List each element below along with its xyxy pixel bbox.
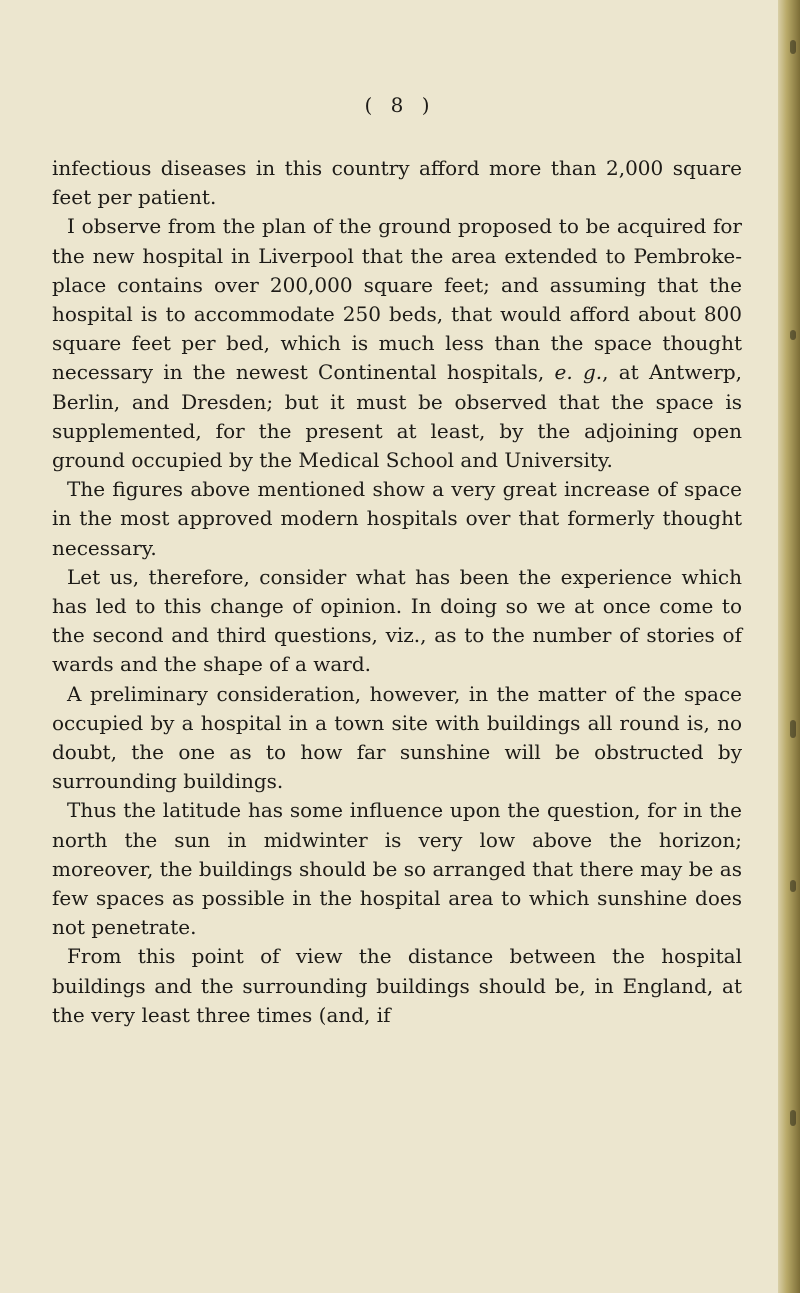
paragraph-text: A preliminary consideration, however, in the matter of the space occupied by a hospital in a town site with buildings all round is, no doubt, the one as to how far sunshine will be obstructed by surrounding buildings.: [52, 681, 742, 794]
abbreviation-eg: e. g.: [554, 360, 603, 385]
paragraph-continued: [52, 154, 742, 212]
page-number: ( 8 ): [364, 93, 436, 117]
paragraph-text: Thus the latitude has some influence upon the question, for in the north the sun in midwinter is very low above the horizon; moreover, the buildings should be so arranged that there may be as few spaces as possible in the hospital area to which sunshine does not penetrate.: [52, 798, 742, 940]
paragraph-text: infectious diseases in this country afford more than 2,000 square feet per patient.: [52, 156, 742, 210]
paragraph-text: The figures above mentioned show a very great increase of space in the most approved modern hospitals over that formerly thought necessary.: [52, 477, 742, 560]
paragraph: [52, 680, 742, 797]
paragraph-text: I observe from the plan of the ground proposed to be acquired for the new hospital in Liverpool that the area extended to Pembroke-place contains over 200,000 square feet; and assuming that the hospital is to accommodate 250 beds, that would afford about 800 square feet per bed, which is much less than the space thought necessary in the newest Continental hospitals,: [52, 214, 742, 385]
paragraph-text: Let us, therefore, consider what has been the experience which has led to this change of opinion. In doing so we at once come to the second and third questions, viz., as to the number of stories of wards and the shape of a ward.: [52, 564, 742, 677]
page-speck: [790, 40, 796, 54]
paragraph-text: From this point of view the distance between the hospital buildings and the surrounding buildings should be, in England, at the very least three times (and, if: [52, 944, 742, 1027]
paragraph: [52, 212, 742, 475]
page-speck: [790, 880, 796, 892]
page-speck: [790, 330, 796, 340]
paragraph: [52, 796, 742, 942]
page-speck: [790, 1110, 796, 1126]
paragraph-text-continued: , at Antwerp, Berlin, and Dresden; but it must be observed that the space is supplemented, for the present at least, by the adjoining open ground occupied by the Medical School and University.: [52, 360, 742, 473]
page-speck: [790, 720, 796, 738]
page-edge-shadow: [778, 0, 800, 1293]
paragraph: [52, 563, 742, 680]
paragraph: [52, 475, 742, 563]
body-text: [52, 154, 742, 1030]
paragraph: [52, 942, 742, 1030]
